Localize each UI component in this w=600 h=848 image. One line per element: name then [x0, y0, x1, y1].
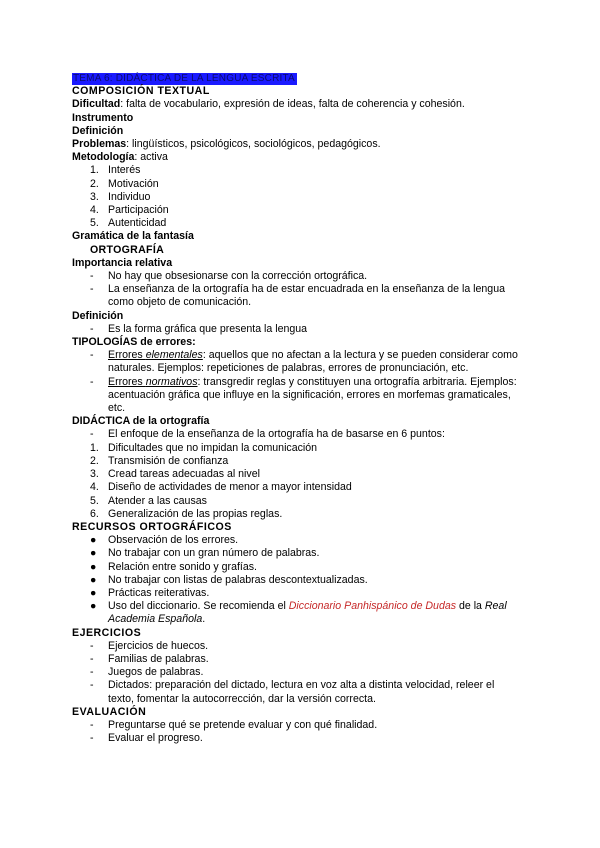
list-item: - Errores normativos: transgredir reglas y constituyen una ortografía arbitraria. Ejemplos: acentuación gráfica que influye en la significación, errores en morfemas gramaticales, etc.: [90, 375, 517, 415]
list-item: 1. Interés: [90, 164, 141, 177]
dificultad-text: : falta de vocabulario, expresión de ideas, falta de coherencia y cohesión.: [120, 98, 465, 111]
list-item: 3. Cread tareas adecuadas al nivel: [90, 468, 260, 481]
recursos-heading: RECURSOS ORTOGRÁFICOS: [72, 520, 232, 533]
metodologia-line: [72, 151, 522, 164]
importancia-heading: Importancia relativa: [72, 256, 173, 269]
ejercicios-list: [72, 640, 522, 706]
list-item: - Evaluar el progreso.: [90, 732, 203, 745]
tipologia-label: Errores elementales: [108, 349, 203, 362]
ortografia-definicion-heading: Definición: [72, 309, 124, 322]
problemas-text: : lingüísticos, psicológicos, sociológicos, pedagógicos.: [126, 138, 381, 151]
didactica-heading: DIDÁCTICA de la ortografía: [72, 415, 210, 428]
didactica-intro-list: [72, 428, 522, 441]
instrumento-heading: Instrumento: [72, 111, 134, 124]
metodologia-list: [72, 164, 522, 230]
list-item: - El enfoque de la enseñanza de la ortografía ha de basarse en 6 puntos:: [90, 428, 445, 441]
composicion-heading: COMPOSICIÓN TEXTUAL: [72, 85, 210, 98]
problemas-line: [72, 138, 522, 151]
bullet-icon: ●: [90, 534, 97, 547]
list-item: ● Relación entre sonido y grafías.: [90, 560, 257, 573]
importancia-list: [72, 270, 522, 310]
list-item: 4. Diseño de actividades de menor a mayor intensidad: [90, 481, 352, 494]
list-item: 2. Motivación: [90, 177, 159, 190]
tipologias-list: [72, 349, 522, 415]
problemas-label: Problemas: [72, 138, 127, 151]
list-item: 6. Generalización de las propias reglas.: [90, 507, 283, 520]
list-item: 2. Transmisión de confianza: [90, 454, 229, 467]
didactica-list: [72, 442, 522, 521]
list-item: - Dictados: preparación del dictado, lectura en voz alta a distinta velocidad, releer el texto, fomentar la autocorrección, dar la versión correcta.: [90, 679, 495, 705]
metodologia-text: : activa: [134, 151, 168, 164]
list-item: ● Uso del diccionario. Se recomienda el Diccionario Panhispánico de Dudas de la Real Academia Española.: [90, 600, 507, 626]
list-item: - Ejercicios de huecos.: [90, 639, 209, 652]
diccionario-link[interactable]: Diccionario Panhispánico de Dudas: [288, 600, 457, 613]
list-item: - Errores elementales: aquellos que no afectan a la lectura y se pueden considerar como naturales. Ejemplos: repeticiones de palabras, errores de pronunciación, etc.: [90, 349, 518, 375]
list-item: 5. Autenticidad: [90, 217, 167, 230]
list-item: ● Prácticas reiterativas.: [90, 586, 210, 599]
list-item: ● No trabajar con listas de palabras descontextualizadas.: [90, 573, 368, 586]
bullet-icon: ●: [90, 586, 97, 599]
list-item: - Familias de palabras.: [90, 652, 209, 665]
ejercicios-heading: EJERCICIOS: [72, 626, 142, 639]
list-item: - Es la forma gráfica que presenta la lengua: [90, 322, 308, 335]
list-item: ● Observación de los errores.: [90, 534, 239, 547]
definicion-heading: Definición: [72, 124, 124, 137]
tipologia-label: Errores normativos: [108, 375, 198, 388]
list-item: - Juegos de palabras.: [90, 666, 204, 679]
dificultad-line: [72, 98, 522, 111]
evaluacion-heading: EVALUACIÓN: [72, 705, 147, 718]
bullet-icon: ●: [90, 600, 97, 613]
ortografia-definicion-list: [72, 323, 522, 336]
bullet-icon: ●: [90, 547, 97, 560]
list-item: 1. Dificultades que no impidan la comunicación: [90, 441, 318, 454]
document-title: TEMA 6: DIDÁCTICA DE LA LENGUA ESCRITA: [73, 73, 295, 84]
list-item: 5. Atender a las causas: [90, 494, 207, 507]
gramatica-heading: Gramática de la fantasía: [72, 230, 194, 243]
list-item: 4. Participación: [90, 204, 169, 217]
list-item: - La enseñanza de la ortografía ha de estar encuadrada en la enseñanza de la lengua como objeto de comunicación.: [90, 283, 505, 309]
tipologias-heading: TIPOLOGÍAS de errores:: [72, 336, 196, 349]
bullet-icon: ●: [90, 560, 97, 573]
list-item: - Preguntarse qué se pretende evaluar y con qué finalidad.: [90, 718, 378, 731]
document-page: [72, 72, 522, 745]
recursos-list: [72, 534, 522, 626]
title-row: [72, 72, 522, 85]
list-item: - No hay que obsesionarse con la corrección ortográfica.: [90, 270, 368, 283]
metodologia-label: Metodología: [72, 151, 135, 164]
list-item: 3. Individuo: [90, 190, 151, 203]
dificultad-label: Dificultad: [72, 98, 121, 111]
bullet-icon: ●: [90, 573, 97, 586]
evaluacion-list: [72, 719, 522, 745]
list-item: ● No trabajar con un gran número de palabras.: [90, 547, 320, 560]
ortografia-heading: ORTOGRAFÍA: [90, 243, 165, 256]
rae-name: Real Academia Española: [108, 600, 507, 626]
